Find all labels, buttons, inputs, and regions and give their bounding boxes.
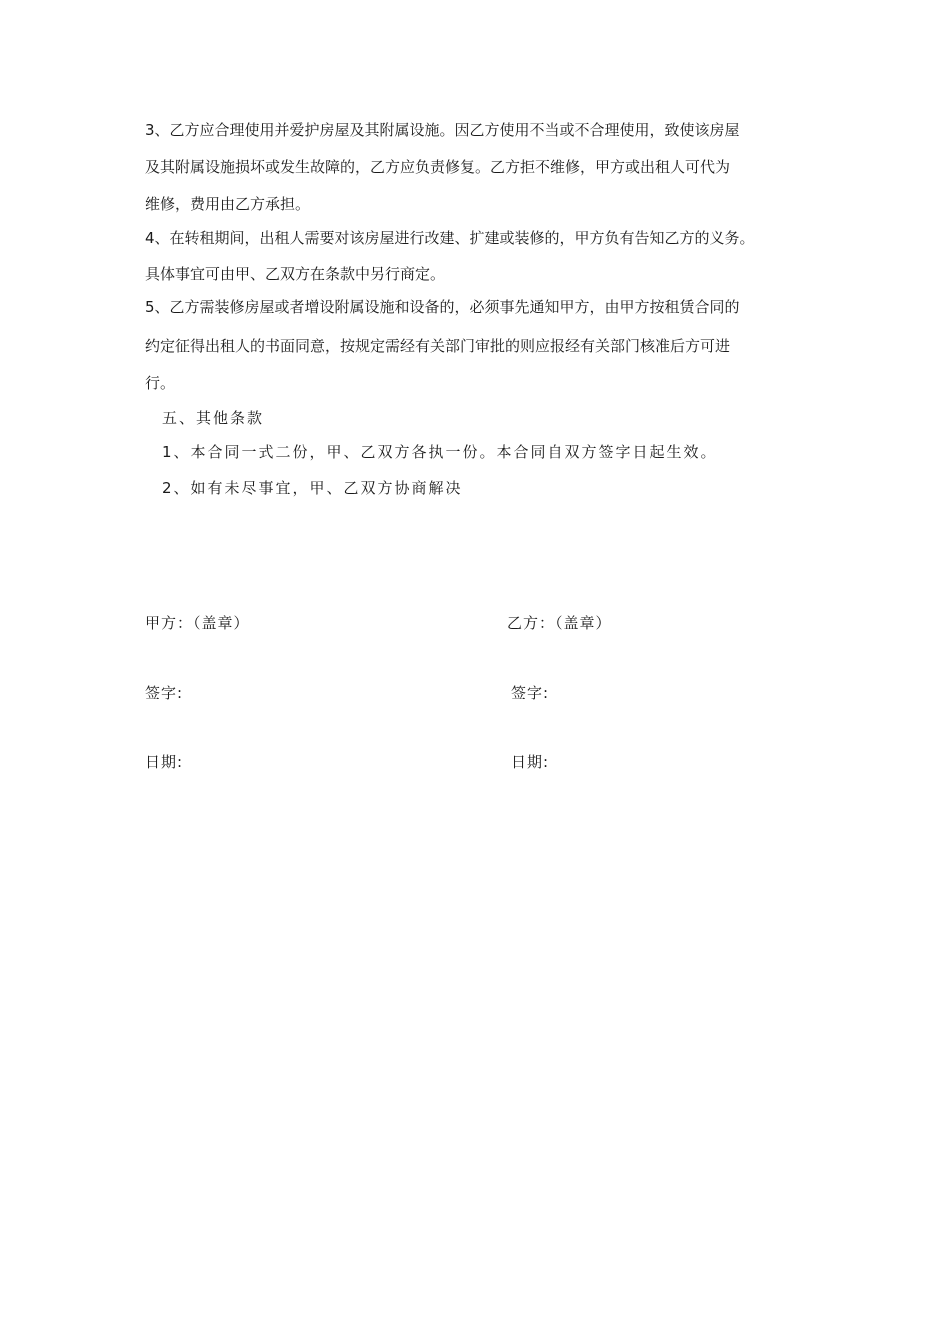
party-b-sign-label: 签字: — [511, 684, 550, 702]
party-a-date-label: 日期: — [145, 753, 184, 771]
clause-5-line-1: 5、乙方需装修房屋或者增设附属设施和设备的，必须事先通知甲方，由甲方按租赁合同的 — [145, 298, 740, 316]
term-item-1: 1、本合同一式二份，甲、乙双方各执一份。本合同自双方签字日起生效。 — [162, 443, 718, 461]
term-item-2: 2、如有未尽事宜，甲、乙双方协商解决 — [162, 479, 463, 497]
clause-3-line-3: 维修，费用由乙方承担。 — [145, 195, 311, 213]
clause-3-line-2: 及其附属设施损坏或发生故障的，乙方应负责修复。乙方拒不维修，甲方或出租人可代为 — [145, 158, 731, 176]
party-b-seal-label: 乙方：（盖章） — [507, 614, 612, 632]
clause-4-line-1: 4、在转租期间，出租人需要对该房屋进行改建、扩建或装修的，甲方负有告知乙方的义务。 — [145, 229, 755, 247]
party-b-date-label: 日期: — [511, 753, 550, 771]
section-heading: 五、其他条款 — [162, 409, 265, 427]
clause-3-line-1: 3、乙方应合理使用并爱护房屋及其附属设施。因乙方使用不当或不合理使用，致使该房屋 — [145, 121, 740, 139]
clause-5-line-3: 行。 — [145, 374, 176, 392]
clause-5-line-2: 约定征得出租人的书面同意，按规定需经有关部门审批的则应报经有关部门核准后方可进 — [145, 337, 731, 355]
clause-4-line-2: 具体事宜可由甲、乙双方在条款中另行商定。 — [145, 265, 446, 283]
party-a-seal-label: 甲方：（盖章） — [145, 614, 250, 632]
party-a-sign-label: 签字: — [145, 684, 184, 702]
